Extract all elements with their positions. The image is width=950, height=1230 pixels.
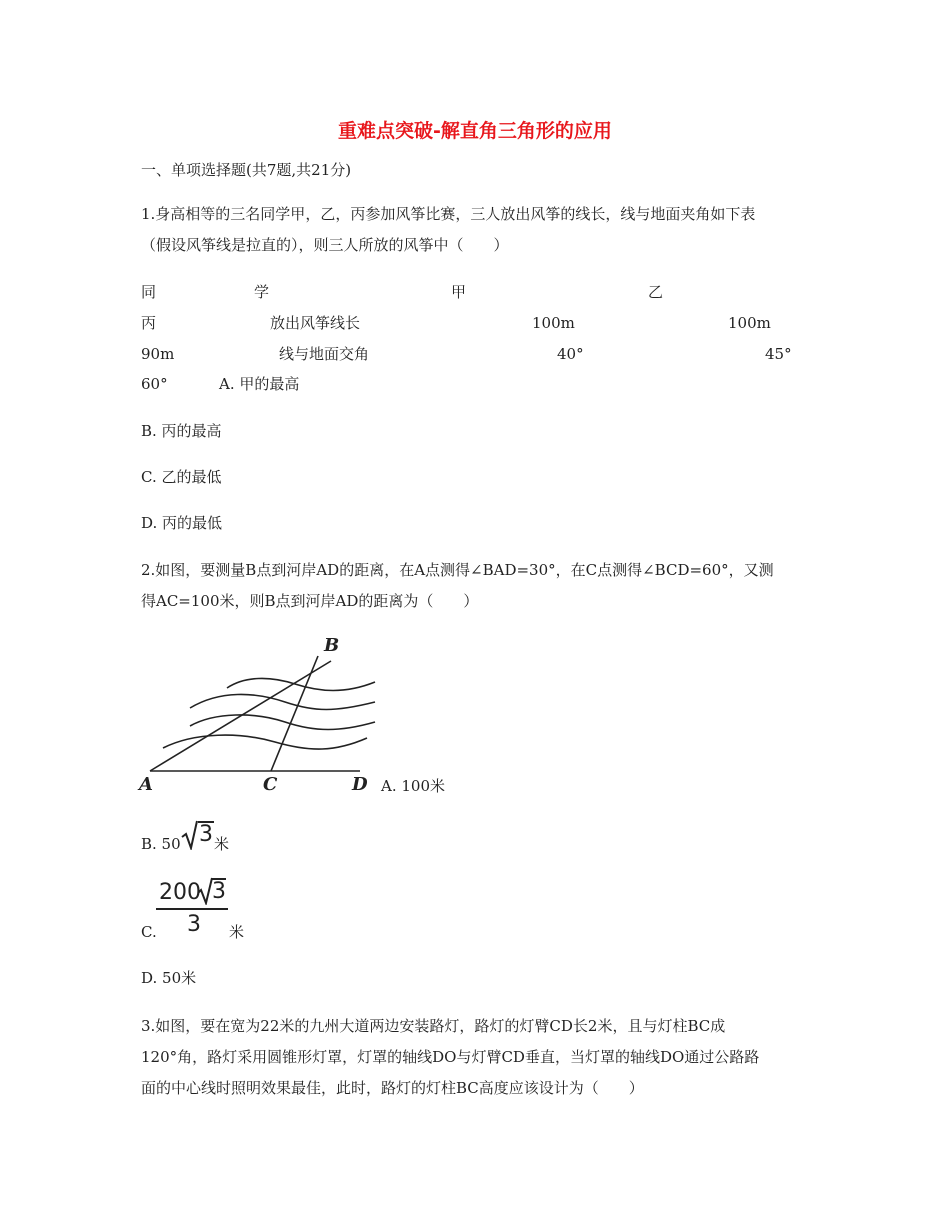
q1-table-cell: 同 bbox=[141, 283, 157, 301]
segment-ab bbox=[150, 661, 331, 771]
q2-option-b-suffix: 米 bbox=[214, 835, 230, 853]
point-label-a: A bbox=[139, 774, 153, 795]
q2-stem-line2: 得AC=100米，则B点到河岸AD的距离为（ ） bbox=[141, 592, 479, 610]
q1-table-cell: 乙 bbox=[648, 283, 664, 301]
q1-table-cell: 40° bbox=[557, 345, 584, 363]
q2-option-d[interactable]: D. 50米 bbox=[141, 969, 197, 987]
q2-option-b-prefix: B. 50 bbox=[141, 835, 181, 853]
fraction-numerator: 200 bbox=[159, 880, 201, 905]
q3-stem-line3: 面的中心线时照明效果最佳，此时，路灯的灯柱BC高度应该设计为（ ） bbox=[141, 1079, 644, 1097]
river-wave bbox=[163, 735, 367, 749]
q1-table-cell: 放出风筝线长 bbox=[270, 314, 361, 332]
section-heading: 一、单项选择题(共7题,共21分) bbox=[141, 161, 352, 179]
q2-option-b-radicand: 3 bbox=[199, 822, 213, 847]
radical-sign-icon bbox=[181, 820, 199, 850]
q2-stem-line1: 2.如图，要测量B点到河岸AD的距离，在A点测得∠BAD=30°，在C点测得∠BCD=60°，又测 bbox=[141, 561, 774, 579]
point-label-c: C bbox=[263, 774, 278, 795]
q1-table-cell: 45° bbox=[765, 345, 792, 363]
fraction-radicand: 3 bbox=[212, 879, 226, 904]
fraction-bar bbox=[156, 908, 228, 910]
q1-option-b[interactable]: B. 丙的最高 bbox=[141, 422, 222, 440]
river-wave bbox=[190, 694, 375, 709]
page-title: 重难点突破-解直角三角形的应用 bbox=[338, 120, 612, 142]
q1-table-cell: 100m bbox=[532, 314, 575, 332]
q1-table-cell: 线与地面交角 bbox=[279, 345, 370, 363]
fraction-denominator: 3 bbox=[187, 912, 201, 937]
q1-table-cell: 丙 bbox=[141, 314, 157, 332]
point-label-b: B bbox=[324, 635, 340, 656]
river-figure bbox=[135, 628, 380, 798]
q1-table-cell: 学 bbox=[254, 283, 270, 301]
q1-table-cell: 甲 bbox=[451, 283, 467, 301]
q2-option-c-prefix: C. bbox=[141, 923, 157, 941]
q1-option-d[interactable]: D. 丙的最低 bbox=[141, 514, 223, 532]
q3-stem-line2: 120°角，路灯采用圆锥形灯罩，灯罩的轴线DO与灯臂CD垂直，当灯罩的轴线DO通过公路路 bbox=[141, 1048, 760, 1066]
q1-stem-line2: （假设风筝线是拉直的），则三人所放的风筝中（ ） bbox=[141, 236, 509, 254]
q1-table-cell: 60° bbox=[141, 375, 168, 393]
q1-table-cell: 100m bbox=[728, 314, 771, 332]
q1-table-cell: 90m bbox=[141, 345, 175, 363]
q1-option-a[interactable]: A. 甲的最高 bbox=[219, 375, 300, 393]
river-wave bbox=[190, 715, 375, 730]
river-wave bbox=[227, 678, 375, 690]
q2-option-a[interactable]: A. 100米 bbox=[381, 777, 445, 795]
q3-stem-line1: 3.如图，要在宽为22米的九州大道两边安装路灯，路灯的灯臂CD长2米，且与灯柱BC成 bbox=[141, 1017, 726, 1035]
segment-cb bbox=[271, 656, 318, 771]
q2-option-c-suffix: 米 bbox=[229, 923, 245, 941]
q1-option-c[interactable]: C. 乙的最低 bbox=[141, 468, 222, 486]
q2-option-c[interactable] bbox=[141, 874, 261, 944]
radical-sign-icon bbox=[197, 877, 213, 905]
q2-option-b[interactable] bbox=[141, 818, 241, 854]
q1-stem-line1: 1.身高相等的三名同学甲，乙，丙参加风筝比赛，三人放出风筝的线长，线与地面夹角如下表 bbox=[141, 205, 756, 223]
point-label-d: D bbox=[352, 774, 368, 795]
